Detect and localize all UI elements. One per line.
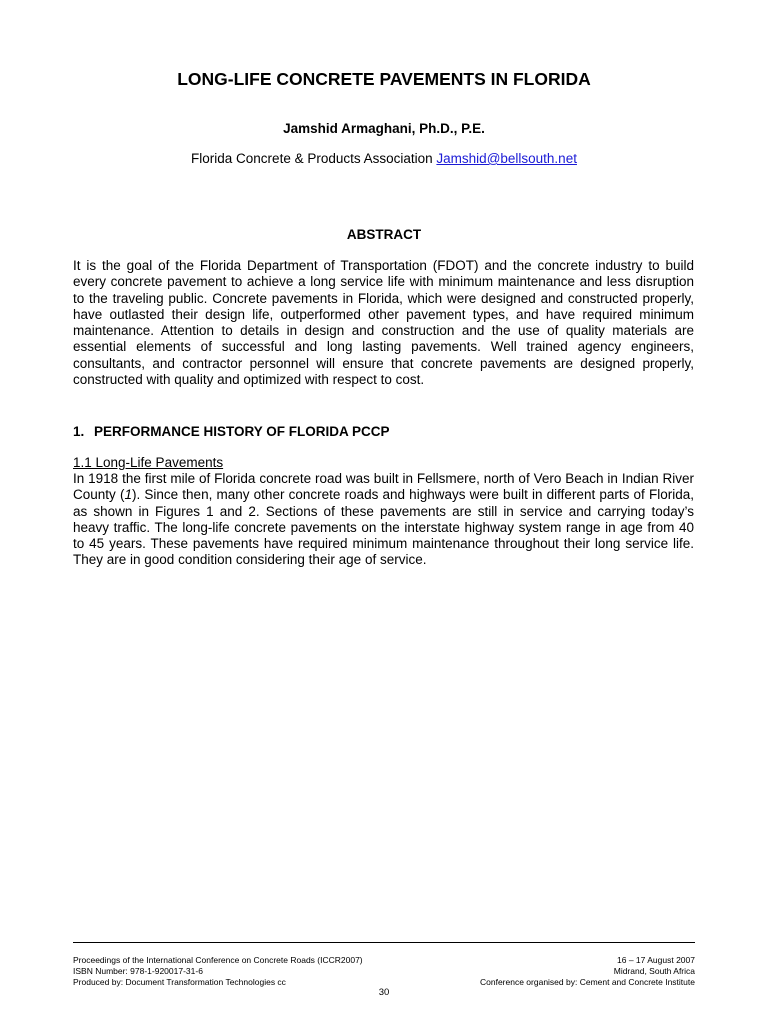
author-email-link[interactable]: Jamshid@bellsouth.net (436, 151, 577, 166)
section-number: 1. (73, 424, 85, 439)
footer-location: Midrand, South Africa (613, 966, 695, 976)
footer-isbn: ISBN Number: 978-1-920017-31-6 (73, 966, 203, 976)
section-heading (73, 424, 390, 439)
footer-proceedings: Proceedings of the International Conference on Concrete Roads (ICCR2007) (73, 955, 363, 965)
section-text (73, 471, 694, 569)
footer-organiser: Conference organised by: Cement and Concrete Institute (480, 977, 695, 987)
affiliation-org: Florida Concrete & Products Association (191, 151, 433, 166)
footer-row (73, 966, 695, 977)
subsection-heading: 1.1 Long-Life Pavements (73, 455, 224, 470)
section-text-part: In 1918 the first mile of Florida concrete road was built in Fellsmere, north of Vero Beach in Indian River County ( (73, 471, 694, 503)
section-text-part: ). Since then, many other concrete roads and highways were built in different parts of Florida, as shown in Figures 1 and 2. Sections of these pavements are still in service and carrying today’s heavy traffic. The long-life concrete pavements on the interstate highway system range in age from 40 to 45 years. These pavements have required minimum maintenance throughout their long service life. They are in good condition considering their age of service. (73, 487, 694, 568)
footer-date: 16 – 17 August 2007 (617, 955, 695, 965)
footer-row (73, 955, 695, 966)
abstract-text: It is the goal of the Florida Department of Transportation (FDOT) and the concrete industry to build every concrete pavement to achieve a long service life with minimum maintenance and less disruption to the traveling public. Concrete pavements in Florida, which were designed and constructed properly, have outlasted their design life, outperformed other pavement types, and have required minimum maintenance. Attention to details in design and construction and the use of quality materials are essential elements of successful and long lasting pavements. Well trained agency engineers, consultants, and contractor personnel will ensure that concrete pavements are designed properly, constructed with quality and optimized with respect to cost. (73, 258, 694, 388)
page-number: 30 (378, 987, 390, 998)
section-title: PERFORMANCE HISTORY OF FLORIDA PCCP (94, 424, 390, 439)
paper-title: LONG-LIFE CONCRETE PAVEMENTS IN FLORIDA (177, 69, 591, 89)
author-affiliation (0, 151, 768, 166)
author-name: Jamshid Armaghani, Ph.D., P.E. (283, 121, 485, 136)
footer-producer: Produced by: Document Transformation Technologies cc (73, 977, 286, 987)
abstract-heading: ABSTRACT (346, 227, 422, 242)
reference-number: 1 (124, 487, 132, 503)
footer-divider (73, 942, 695, 943)
